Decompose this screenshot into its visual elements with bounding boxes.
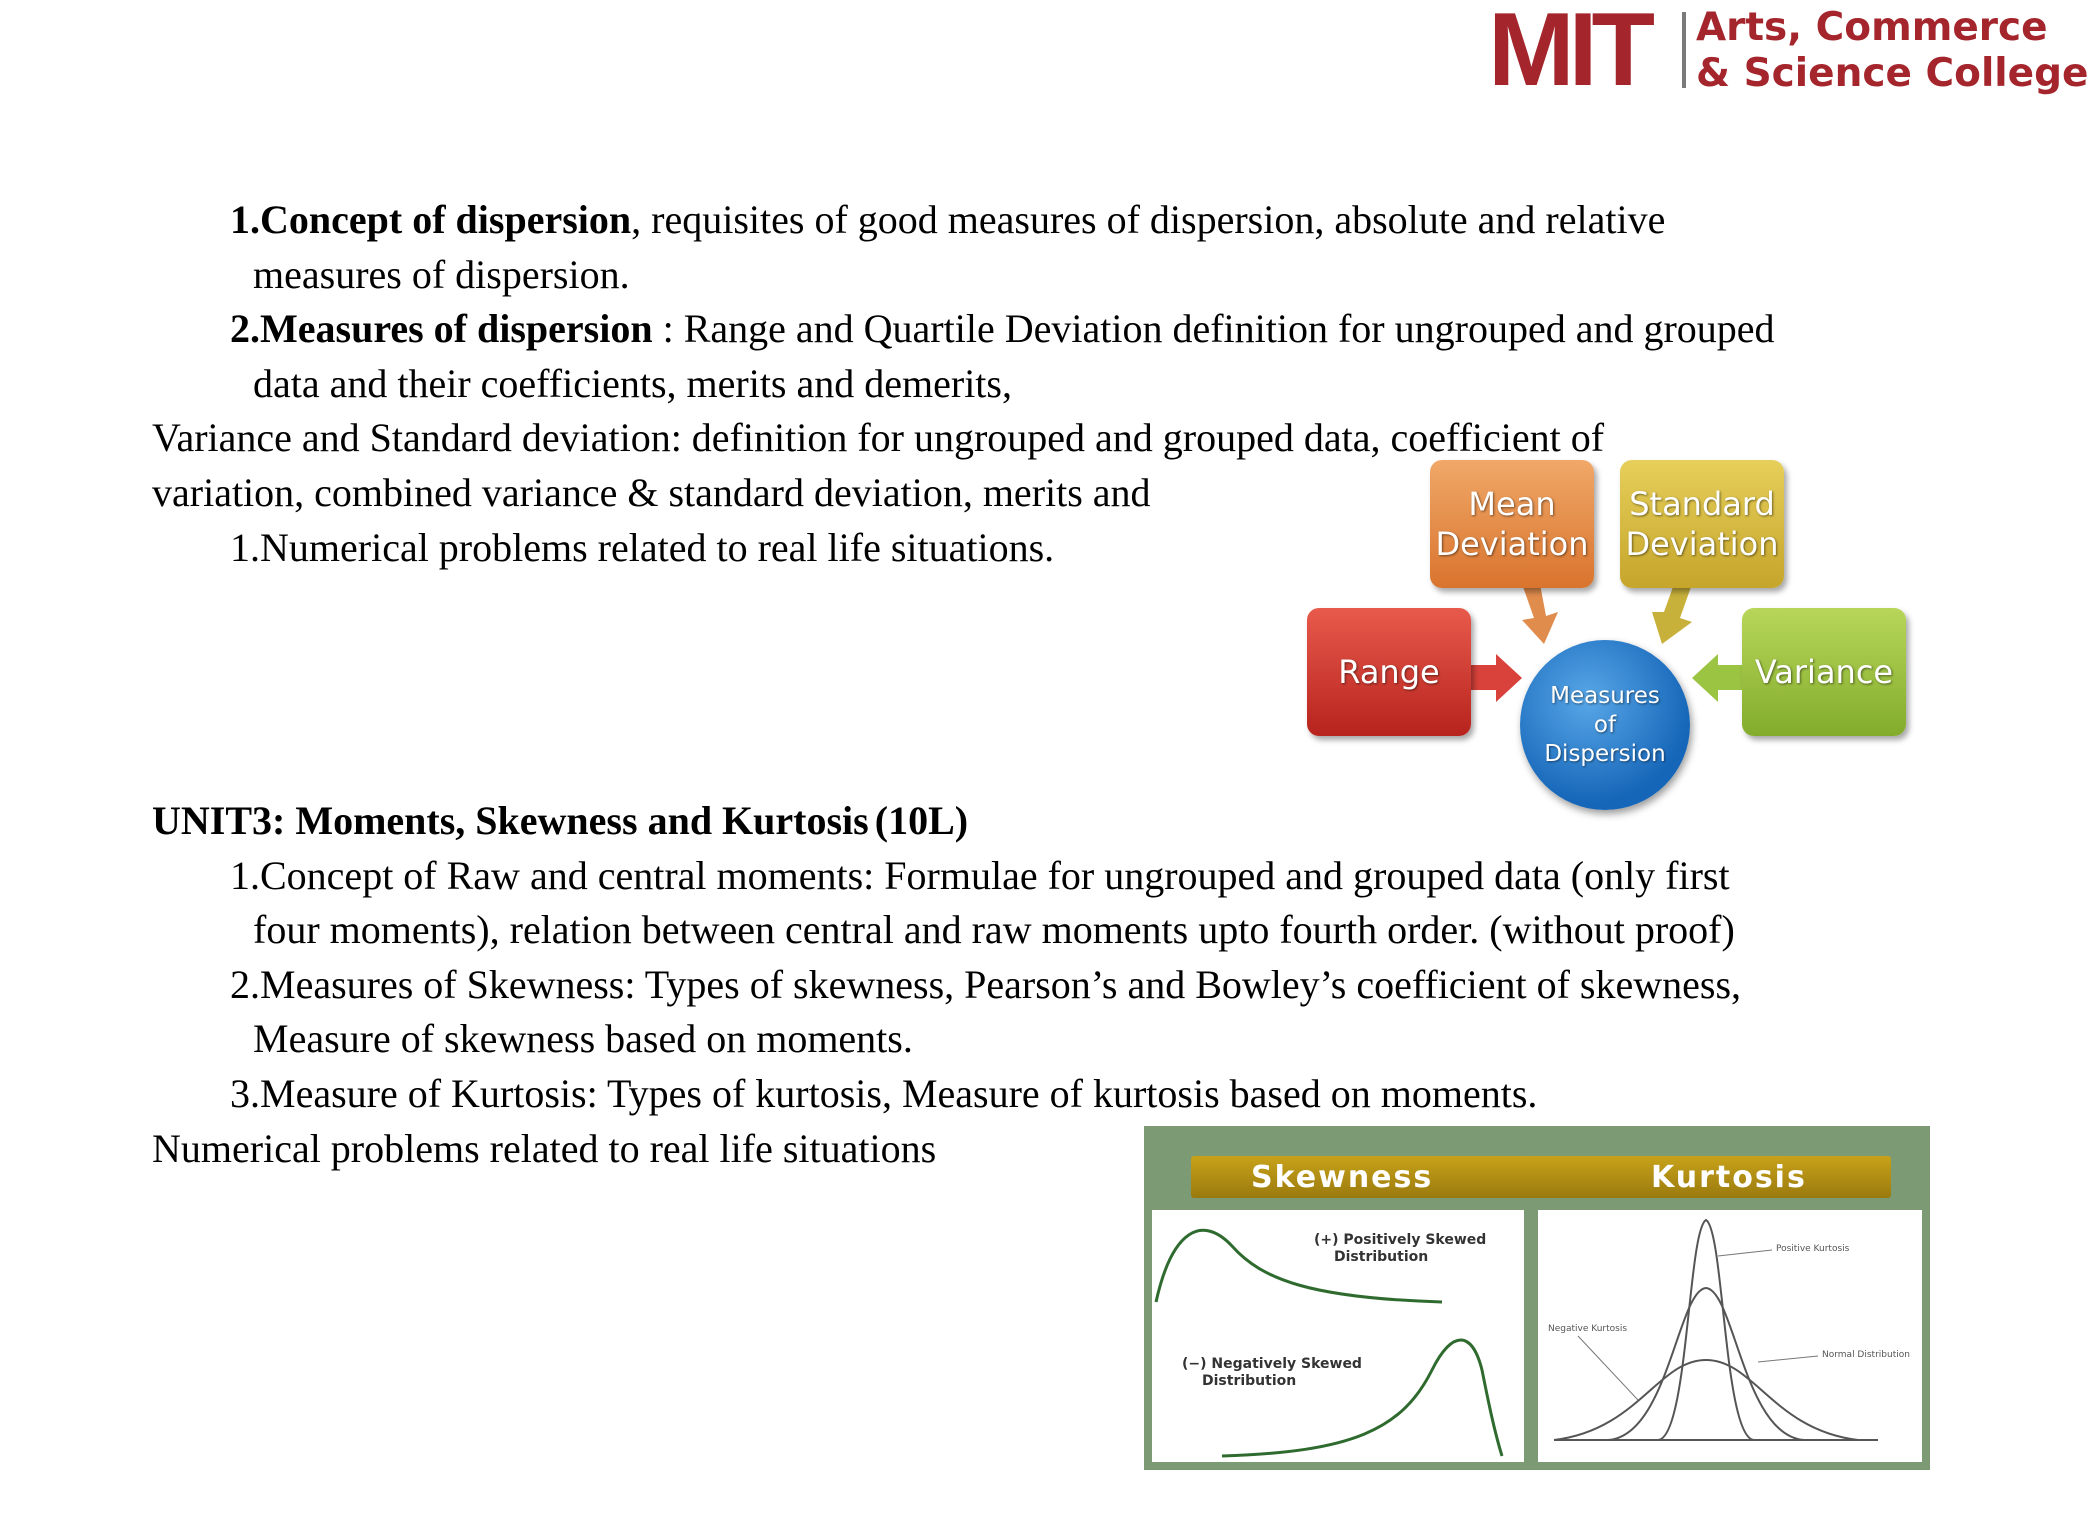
unit3-numerical: Numerical problems related to real life situations (152, 1126, 937, 1171)
positive-kurtosis-label: Positive Kurtosis (1776, 1244, 1850, 1254)
unit3-heading-text: UNIT3: Moments, Skewness and Kurtosis (152, 798, 869, 843)
unit3-heading (152, 798, 969, 843)
unit3-item1-line1: 1.Concept of Raw and central moments: Formulae for ungrouped and grouped data (only first (230, 853, 1730, 898)
positive-skew-label-1: (+) Positively Skewed (1314, 1232, 1487, 1248)
center-line2: of (1593, 711, 1617, 738)
leptokurtic-curve (1658, 1220, 1754, 1440)
unit2-item1-cont: measures of dispersion. (253, 252, 630, 297)
negative-kurtosis-label: Negative Kurtosis (1548, 1324, 1628, 1334)
mean-line1: Mean (1468, 485, 1556, 523)
platykurtic-curve (1554, 1360, 1858, 1440)
std-line2: Deviation (1625, 525, 1779, 563)
pointer-normal (1758, 1356, 1818, 1362)
standard-deviation-box (1620, 460, 1784, 588)
positive-skew-label-2: Distribution (1334, 1249, 1429, 1265)
unit2-item3: 1.Numerical problems related to real life situations. (230, 525, 1055, 570)
negative-skew-label-1: (−) Negatively Skewed (1182, 1356, 1362, 1372)
center-line1: Measures (1550, 682, 1660, 709)
unit2-item1 (230, 197, 1666, 242)
unit3-item2-line2: Measure of skewness based on moments. (253, 1016, 913, 1061)
unit2-item2 (230, 306, 1775, 351)
unit2-variance-line1: Variance and Standard deviation: definition for ungrouped and grouped data, coefficient of (152, 415, 1605, 460)
pointer-positive (1718, 1250, 1772, 1256)
unit2-item2-number: 2. (230, 306, 260, 351)
unit2-item2-bold: Measures of dispersion (260, 306, 653, 351)
variance-label: Variance (1754, 653, 1894, 691)
logo-mark: MIT (1488, 0, 1650, 108)
figure-banner (1191, 1156, 1891, 1198)
college-logo (1488, 0, 2089, 108)
logo-line-2: & Science College (1696, 51, 2089, 96)
unit2-item2-cont: data and their coefficients, merits and demerits, (253, 361, 1012, 406)
arrow-mean (1522, 584, 1558, 644)
kurtosis-title: Kurtosis (1651, 1160, 1807, 1195)
range-box (1307, 608, 1471, 736)
normal-distribution-label: Normal Distribution (1822, 1350, 1910, 1360)
std-line1: Standard (1629, 485, 1775, 523)
skewness-title: Skewness (1251, 1160, 1434, 1195)
unit2-variance-line2: variation, combined variance & standard deviation, merits and (152, 470, 1151, 515)
negative-skew-label-2: Distribution (1202, 1373, 1297, 1389)
measures-of-dispersion-circle (1520, 640, 1690, 810)
center-line3: Dispersion (1544, 740, 1666, 767)
kurtosis-curves (1538, 1210, 1922, 1462)
measures-of-dispersion-diagram (1300, 460, 1920, 820)
unit3-item1-line2: four moments), relation between central and raw moments upto fourth order. (without proof) (253, 907, 1735, 952)
logo-line-1: Arts, Commerce (1696, 5, 2048, 50)
unit2-item1-rest: , requisites of good measures of dispersion, absolute and relative (631, 197, 1666, 242)
variance-box (1742, 608, 1906, 736)
unit3-item3: 3.Measure of Kurtosis: Types of kurtosis, Measure of kurtosis based on moments. (230, 1071, 1538, 1116)
arrow-variance (1692, 654, 1742, 702)
normal-curve (1608, 1288, 1804, 1440)
range-label: Range (1338, 653, 1440, 691)
kurtosis-panel (1538, 1210, 1922, 1462)
unit3-heading-suffix: (10L) (874, 798, 969, 843)
arrow-std (1652, 584, 1692, 644)
skewness-panel (1152, 1210, 1524, 1462)
unit2-item1-number: 1. (230, 197, 260, 242)
unit2-item2-rest: : Range and Quartile Deviation definition for ungrouped and grouped (652, 306, 1775, 351)
unit2-item1-bold: Concept of dispersion (260, 197, 632, 242)
logo-divider (1682, 12, 1686, 88)
skewness-kurtosis-figure (1144, 1126, 1930, 1470)
unit3-item2-line1: 2.Measures of Skewness: Types of skewness, Pearson’s and Bowley’s coefficient of skewness, (230, 962, 1742, 1007)
arrow-range (1471, 654, 1522, 702)
mean-deviation-box (1430, 460, 1594, 588)
pointer-negative (1578, 1336, 1638, 1400)
mean-line2: Deviation (1435, 525, 1589, 563)
